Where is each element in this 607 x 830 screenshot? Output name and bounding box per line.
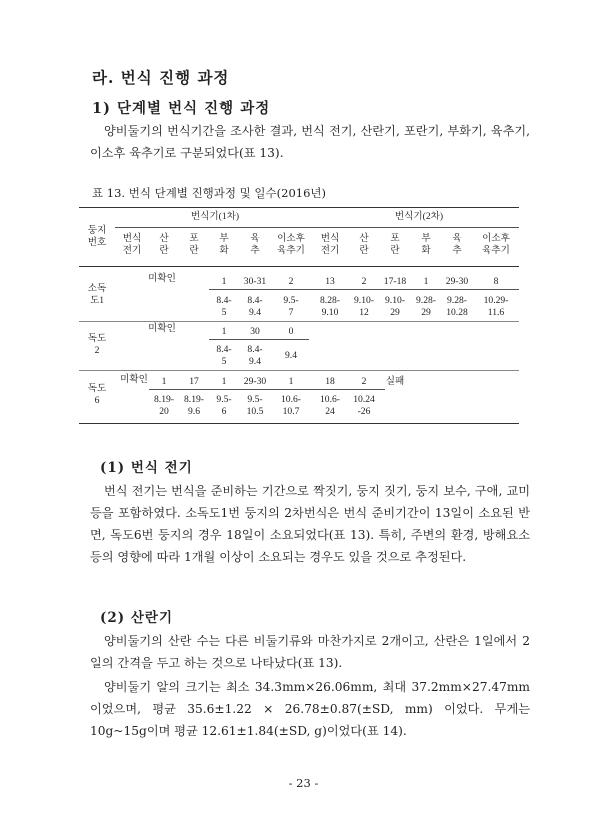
col-header: 번식 전기 [122, 233, 142, 256]
group-header-2: 번식기(2차) [394, 211, 444, 222]
day-count: 1 [161, 376, 167, 387]
date-range: 10.29- 11.6 [483, 295, 509, 318]
col-header: 포 란 [189, 233, 199, 256]
day-count: 29-30 [243, 376, 267, 387]
subsection-heading: 1) 단계별 번식 진행 과정 [92, 100, 271, 117]
day-count: 17-18 [383, 276, 407, 287]
day-count: 30 [250, 326, 260, 337]
date-range: 10.6- 10.7 [281, 394, 301, 417]
date-range: 9.10- 29 [385, 295, 405, 318]
col-header: 육 추 [452, 233, 462, 256]
unconfirmed-label: 미확인 [148, 273, 176, 284]
row-divider-2 [79, 370, 519, 371]
day-rule [209, 289, 519, 290]
day-count: 13 [325, 276, 335, 287]
date-range: 9.4 [285, 350, 297, 361]
date-range: 9.10- 12 [354, 295, 374, 318]
paragraph-laying-count: 양비둘기의 산란 수는 다른 비둘기류와 마찬가지로 2개이고, 산란은 1일에서 2일의 간격을 두고 하는 것으로 나타났다(표 13). [90, 634, 530, 670]
date-range: 10.6- 24 [320, 394, 340, 417]
col-header: 산 란 [159, 233, 169, 256]
date-range: 9.28- 29 [416, 295, 436, 318]
day-count: 1 [423, 276, 429, 287]
header-bottom-rule [79, 266, 519, 267]
heading-breeding-pre-period: (1) 번식 전기 [100, 460, 193, 476]
table-bottom-rule [79, 423, 519, 424]
date-range: 8.4- 5 [216, 295, 232, 318]
day-count: 8 [493, 276, 499, 287]
col-header: 부 화 [219, 233, 229, 256]
col-header: 이소후 육추기 [482, 233, 510, 256]
group-header-rule [115, 227, 519, 228]
day-rule [149, 389, 385, 390]
col-header: 산 란 [359, 233, 369, 256]
day-count: 실패 [385, 376, 405, 387]
day-count: 17 [189, 376, 199, 387]
date-range: 10.24 -26 [353, 394, 375, 417]
date-range: 9.5- 6 [216, 394, 232, 417]
date-range: 8.4- 9.4 [247, 295, 263, 318]
breeding-stage-table [79, 207, 519, 424]
day-rule [209, 339, 309, 340]
day-count: 1 [221, 326, 227, 337]
day-count: 0 [288, 326, 294, 337]
row-divider-1 [79, 321, 519, 322]
nest-header: 둥지 번호 [87, 225, 107, 248]
day-count: 2 [361, 376, 367, 387]
page-number: - 23 - [288, 776, 319, 790]
day-count: 1 [221, 376, 227, 387]
unconfirmed-label: 미확인 [120, 374, 148, 385]
col-header: 부 화 [421, 233, 431, 256]
nest-id: 독도 2 [87, 333, 107, 356]
table-caption: 표 13. 번식 단계별 진행과정 및 일수(2016년) [92, 186, 326, 200]
table-top-rule [79, 207, 519, 208]
paragraph-breeding-pre-period: 번식 전기는 번식을 준비하는 기간으로 짝짓기, 둥지 짓기, 둥지 보수, 구애, 교미 등을 포함하였다. 소독도1번 둥지의 2차번식은 번식 준비기간이 13일이 소요된 반면, 독도6번 둥지의 경우 18일이 소요되었다(표 13). 특히, 주변의 환경, 방해요소 등의 영향에 따라 1개월 이상이 소요되는 경우도 있을 것으로 추정된다. [90, 484, 530, 564]
col-header: 육 추 [250, 233, 260, 256]
date-range: 9.5- 10.5 [246, 394, 264, 417]
date-range: 8.19- 9.6 [184, 394, 204, 417]
heading-laying-period: (2) 산란기 [100, 610, 173, 626]
day-count: 1 [288, 376, 294, 387]
intro-paragraph: 양비둘기의 번식기간을 조사한 결과, 번식 전기, 산란기, 포란기, 부화기, 육추기, 이소후 육추기로 구분되었다(표 13). [90, 124, 530, 160]
col-header: 이소후 육추기 [277, 233, 305, 256]
unconfirmed-label: 미확인 [148, 323, 176, 334]
day-count: 1 [221, 276, 227, 287]
day-count: 2 [288, 276, 294, 287]
day-count: 2 [361, 276, 367, 287]
date-range: 8.28- 9.10 [320, 295, 340, 318]
col-header: 포 란 [390, 233, 400, 256]
date-range: 9.5- 7 [283, 295, 299, 318]
col-header: 번식 전기 [320, 233, 340, 256]
date-range: 8.4- 5 [216, 344, 232, 367]
date-range: 9.28- 10.28 [446, 295, 468, 318]
day-count: 30-31 [243, 276, 267, 287]
paragraph-egg-size: 양비둘기 알의 크기는 최소 34.3mm×26.06mm, 최대 37.2mm×27.47mm이었으며, 평균 35.6±1.22 × 26.78±0.87(±SD, mm) 이었다. 무게는 10g~15g이며 평균 12.61±1.84(±SD, g)이었다(표 14). [90, 680, 530, 738]
nest-id: 소독 도1 [87, 283, 107, 306]
section-heading: 라. 번식 진행 과정 [92, 68, 230, 87]
day-count: 29-30 [445, 276, 469, 287]
group-header-1: 번식기(1차) [190, 211, 240, 222]
date-range: 8.4- 9.4 [247, 344, 263, 367]
date-range: 8.19- 20 [154, 394, 174, 417]
day-count: 18 [325, 376, 335, 387]
nest-id: 독도 6 [87, 383, 107, 406]
